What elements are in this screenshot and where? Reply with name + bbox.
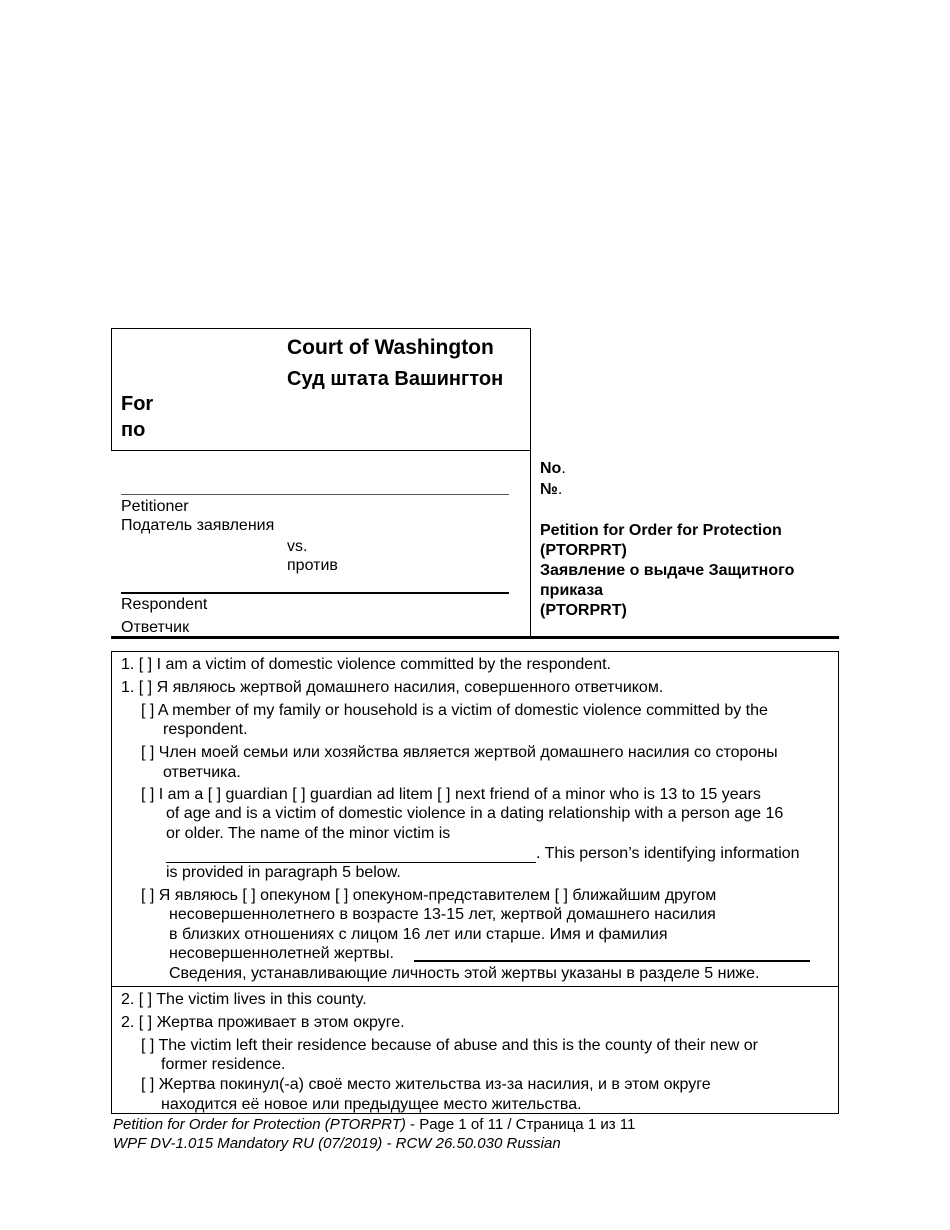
form-title-ru-2: приказа (540, 582, 604, 599)
section1-sub-b-en-3: or older. The name of the minor victim is (166, 825, 451, 842)
form-title-en-2: (PTORPRT) (540, 542, 627, 559)
section1-sub-b-ru-1[interactable]: [ ] Я являюсь [ ] опекуном [ ] опекуном-представителем [ ] ближайшим другом (141, 887, 717, 904)
section1-item-ru[interactable]: 1. [ ] Я являюсь жертвой домашнего насилия, совершенного ответчиком. (121, 679, 664, 696)
form-title-en-1: Petition for Order for Protection (540, 522, 782, 539)
section1-sub-b-ru-4: несовершеннолетней жертвы. (169, 945, 394, 962)
footer-form-name: Petition for Order for Protection (PTORPRT) (113, 1116, 406, 1133)
section-divider (112, 986, 838, 987)
caption-left-border (111, 328, 112, 450)
case-number-label-ru: № (540, 481, 558, 498)
section2-sub-ru-1[interactable]: [ ] Жертва покинул(-а) своё место жительства из-за насилия, и в этом округе (141, 1076, 711, 1093)
petitioner-name-line[interactable] (121, 494, 509, 495)
form-title-ru-3: (PTORPRT) (540, 602, 627, 619)
section2-sub-en-2: former residence. (161, 1056, 286, 1073)
respondent-label-en: Respondent (121, 596, 208, 613)
section1-sub-b-ru-5: Сведения, устанавливающие личность этой жертвы указаны в разделе 5 ниже. (169, 965, 760, 982)
section1-item-en[interactable]: 1. [ ] I am a victim of domestic violence committed by the respondent. (121, 656, 611, 673)
case-number-label-en: No (540, 460, 562, 477)
respondent-name-line[interactable] (121, 592, 509, 594)
caption-mid-border (111, 450, 531, 451)
caption-top-border (111, 328, 531, 329)
court-title-en: Court of Washington (287, 336, 494, 359)
case-number-en[interactable]: No. (540, 460, 566, 477)
section1-sub-a-ru-2: ответчика. (163, 764, 241, 781)
section1-sub-b-en-5: is provided in paragraph 5 below. (166, 864, 401, 881)
section2-item-ru[interactable]: 2. [ ] Жертва проживает в этом округе. (121, 1014, 405, 1031)
section1-sub-a-en-1[interactable]: [ ] A member of my family or household is a victim of domestic violence committed by the (141, 702, 768, 719)
section1-sub-a-ru-1[interactable]: [ ] Член моей семьи или хозяйства является жертвой домашнего насилия со стороны (141, 744, 778, 761)
case-number-ru[interactable]: №. (540, 481, 563, 498)
caption-bottom-border (111, 636, 839, 639)
court-title-ru: Суд штата Вашингтон (287, 368, 504, 390)
vs-label-en: vs. (287, 538, 308, 555)
caption-divider-vertical (530, 328, 531, 637)
footer-line-2: WPF DV-1.015 Mandatory RU (07/2019) - RCW 26.50.030 Russian (113, 1135, 561, 1152)
section2-sub-ru-2: находится её новое или предыдущее место жительства. (161, 1096, 582, 1113)
section1-sub-b-en-4: . This person’s identifying information (536, 845, 800, 862)
footer-page-number: - Page 1 of 11 / Страница 1 из 11 (405, 1116, 636, 1133)
section2-item-en[interactable]: 2. [ ] The victim lives in this county. (121, 991, 367, 1008)
minor-victim-name-line-ru[interactable] (414, 960, 810, 962)
for-label-ru: по (121, 419, 146, 441)
section2-sub-en-1[interactable]: [ ] The victim left their residence because of abuse and this is the county of their new or (141, 1037, 758, 1054)
section1-sub-b-ru-2: несовершеннолетнего в возрасте 13-15 лет, жертвой домашнего насилия (169, 906, 716, 923)
petitioner-label-en: Petitioner (121, 498, 189, 515)
form-title-ru-1: Заявление о выдаче Защитного (540, 562, 795, 579)
for-label-en: For (121, 393, 154, 415)
section1-sub-a-en-2: respondent. (163, 721, 248, 738)
vs-label-ru: против (287, 557, 338, 574)
section1-sub-b-en-2: of age and is a victim of domestic violence in a dating relationship with a person age 16 (166, 805, 784, 822)
petitioner-label-ru: Податель заявления (121, 517, 275, 534)
footer-line-1 (113, 1115, 635, 1134)
section1-sub-b-en-1[interactable]: [ ] I am a [ ] guardian [ ] guardian ad litem [ ] next friend of a minor who is 13 to 15 years (141, 786, 761, 803)
respondent-label-ru: Ответчик (121, 619, 190, 636)
section1-sub-b-ru-3: в близких отношениях с лицом 16 лет или старше. Имя и фамилия (169, 926, 668, 943)
